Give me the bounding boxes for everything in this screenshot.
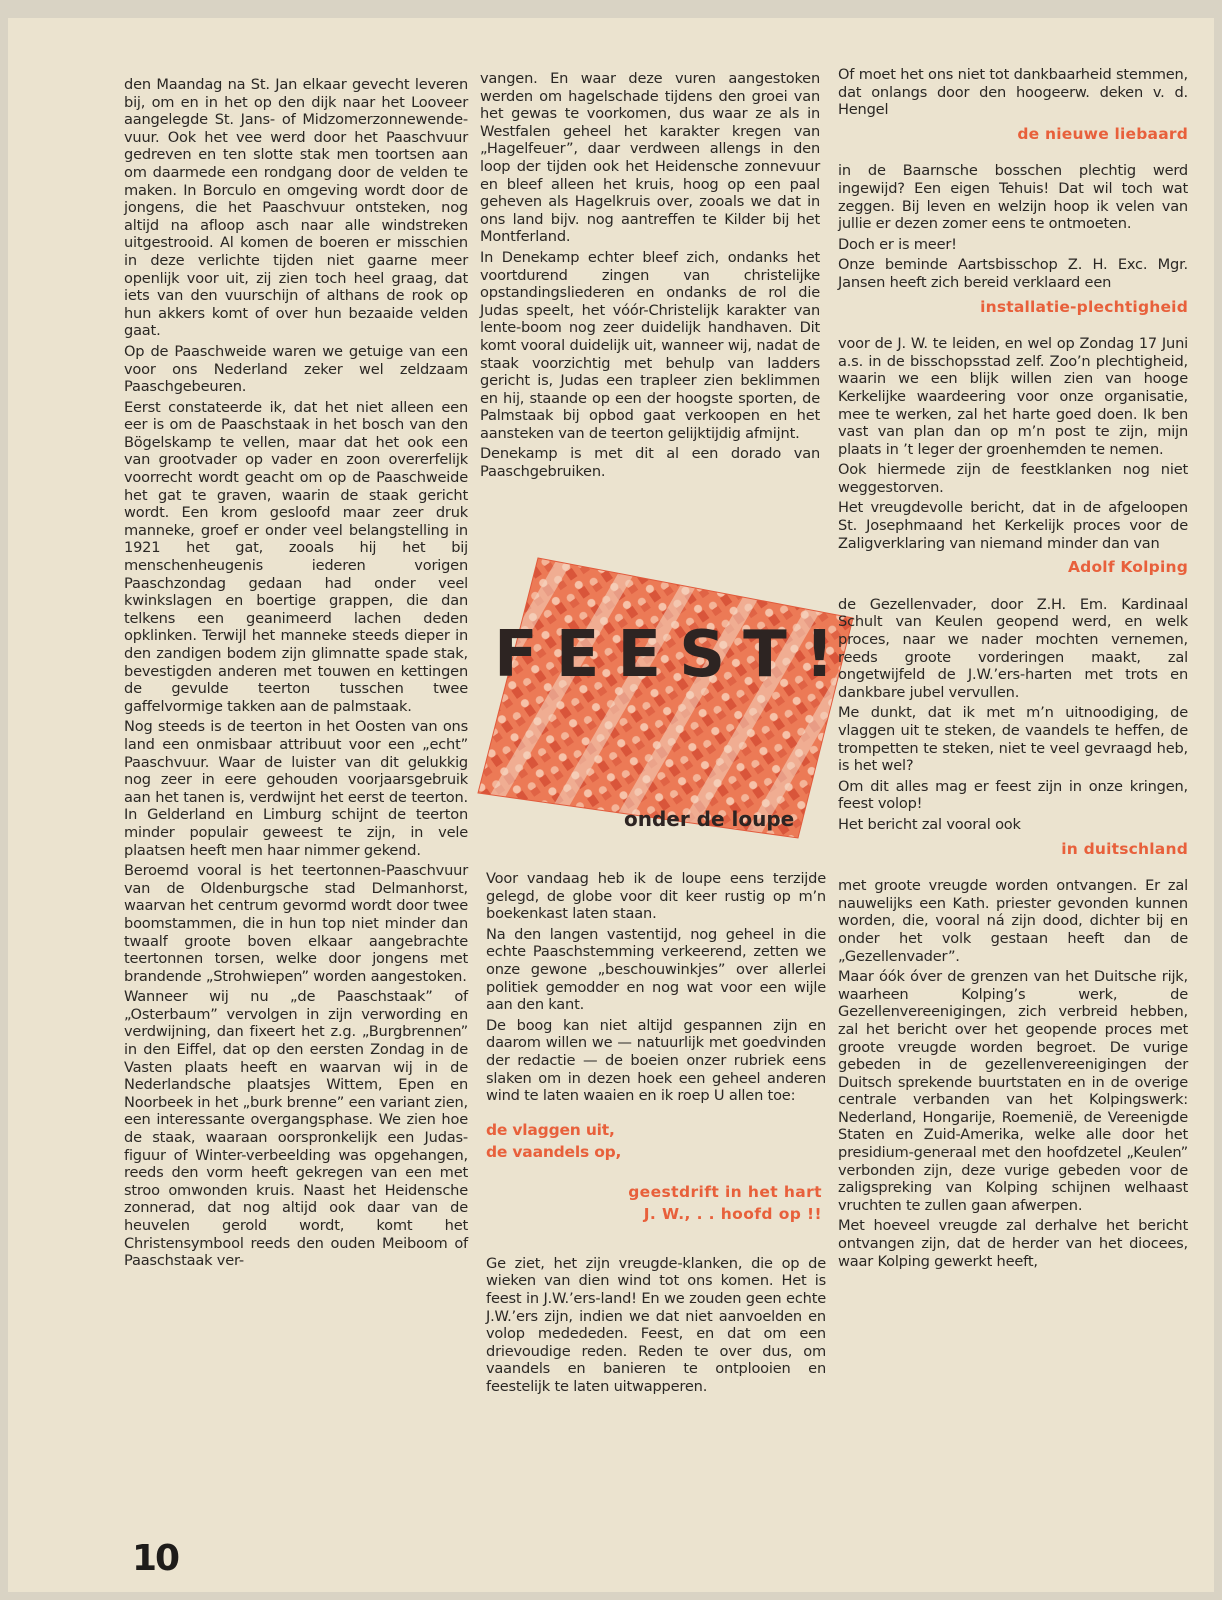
feature-subtitle: onder de loupe <box>624 807 795 831</box>
column-1 <box>124 76 468 1273</box>
paragraph: Voor vandaag heb ik de loupe eens terzijde gelegd, de globe voor dit keer rustig op m’n boekenkast laten staan. <box>486 870 826 923</box>
paragraph: Het vreugdevolle bericht, dat in de afgeloopen St. Josephmaand het Kerkelijk proces voor de Zaligverklaring van niemand minder dan van <box>838 499 1188 552</box>
paragraph: Onze beminde Aartsbisschop Z. H. Exc. Mgr. Jansen heeft zich bereid verklaard een <box>838 256 1188 291</box>
paragraph: Me dunkt, dat ik met m’n uitnoodiging, de vlaggen uit te steken, de vaandels te heffen, de trompetten te steken, niet te veel gevraagd heb, is het wel? <box>838 704 1188 775</box>
feature-title: F E E S T ! <box>494 618 834 692</box>
page-number: 10 <box>132 1538 179 1579</box>
paragraph: Beroemd vooral is het teertonnen-Paaschvuur van de Oldenburgsche stad Delmanhorst, waarvan het centrum gevormd wordt door twee boomstammen, die in hun top niet minder dan twaalf groote boven elkaar aangebrachte teertonnen torsen, welke door jongens met brandende „Strohwiepen” worden aangestoken. <box>124 862 468 985</box>
paragraph: Ook hiermede zijn de feestklanken nog niet weggestorven. <box>838 461 1188 496</box>
subheading: Adolf Kolping <box>1067 558 1188 577</box>
paragraph: De boog kan niet altijd gespannen zijn en daarom willen we — natuurlijk met goedvinden der redactie — de boeien onzer rubriek eens slaken om in dezen hoek een geheel anderen wind te laten waaien en ik roep U allen toe: <box>486 1016 826 1105</box>
paragraph: Of moet het ons niet tot dankbaarheid stemmen, dat onlangs door den hoogeerw. deken v. d. Hengel <box>838 66 1188 119</box>
slogan-heads-up <box>486 1181 822 1225</box>
column-3 <box>838 66 1188 1273</box>
paragraph: in de Baarnsche bosschen plechtig werd ingewijd? Een eigen Tehuis! Dat wil toch wat zeggen. Bij leven en welzijn hoop ik velen van jullie er dezen zomer eens te ontmoeten. <box>838 162 1188 233</box>
paragraph: Na den langen vastentijd, nog geheel in die echte Paaschstemming verkeerend, zetten we onze gewone „beschouwinkjes” over allerlei politiek gemodder en nog wat voor een wijle aan den kant. <box>486 925 826 1014</box>
paragraph: Maar óók óver de grenzen van het Duitsche rijk, waarheen Kolping’s werk, de Gezellenvereenigingen, zich verbreid hebben, zal het bericht over het geopende proces met groote vreugde worden begroet. De vurige gebeden in de gezellenvereenigingen der Duitsch sprekende buurtstaten en in de overige centrale verbanden van het Kolpingswerk: Nederland, Hongarije, Roemenië, de Vereenigde Staten en Zuid-Amerika, welke alle door het presidium-generaal met den hoofdzetel „Keulen” verbonden zijn, deze vurige gebeden voor de zaligspreking van Kolping schijnen welhaast vruchten te zullen gaan afwerpen. <box>838 968 1188 1214</box>
feature-artwork <box>448 508 888 888</box>
slogan-line: de vlaggen uit, <box>486 1120 615 1139</box>
paragraph: vangen. En waar deze vuren aangestoken werden om hagelschade tijdens den groei van het gewas te voorkomen, dus waar ze als in Westfalen geheel het karakter kregen van „Hagelfeuer”, daar verdween allengs in den loop der tijden ook het Heidensche zonnevuur en bleef alleen het kruis, hoog op een paal geheven als Hagelkruis over, zooals we dat in ons land bijv. nog aantreffen te Kilder bij het Montferland. <box>480 70 820 246</box>
paragraph: Met hoeveel vreugde zal derhalve het bericht ontvangen zijn, dat de herder van het diocees, waar Kolping gewerkt heeft, <box>838 1217 1188 1270</box>
paragraph: Ge ziet, het zijn vreugde-klanken, die op de wieken van dien wind tot ons komen. Het is feest in J.W.’ers-land! En we zouden geen echte J.W.’ers zijn, indien we dat niet aanvoelden en volop medededen. Feest, en dat om een drievoudige reden. Reden te over dus, om vaandels en banieren te ontplooien en feestelijk te laten uitwapperen. <box>486 1254 826 1395</box>
paragraph: voor de J. W. te leiden, en wel op Zondag 17 Juni a.s. in de bisschopsstad zelf. Zoo’n plechtigheid, waarin we een blijk willen zien van hooge Kerkelijke waardeering voor onze organisatie, mee te werken, zal het harte goed doen. Ik ben vast van plan dan op m’n post te zijn, mijn plaats in ’t leger der groenhemden te nemen. <box>838 335 1188 458</box>
slogan-line: de vaandels op, <box>486 1142 622 1161</box>
paragraph: In Denekamp echter bleef zich, ondanks het voortdurend zingen van christelijke opstandingsliederen en ondanks de rol die Judas speelt, het vóór-Christelijk karakter van lente-boom nog zeer duidelijk handhaven. Dit komt vooral duidelijk uit, wanneer wij, nadat de staak voorzichtig met behulp van ladders gericht is, Judas een trapleer zien beklimmen en hij, staande op een der hoogste sporten, de Palmstaak bij opbod gaat verkoopen en het aansteken van de teerton gelijktijdig afmijnt. <box>480 248 820 442</box>
paragraph: Het bericht zal vooral ook <box>838 815 1021 833</box>
paragraph: Eerst constateerde ik, dat het niet alleen een eer is om de Paaschstaak in het bosch van den Bögelskamp te vellen, maar dat het ook een van grootvader op vader en zoon overerfelijk voorrecht wordt geacht om op de Paaschweide het gat te graven, waarin de staak gericht wordt. Een krom gesloofd maar zeer druk manneke, groef er onder veel belangstelling in 1921 het gat, zooals hij het bij menschenheugenis iederen vorigen Paaschzondag gedaan had onder veel kwinkslagen en boertige grappen, die dan telkens een geanimeerd lachen deden opklinken. Terwijl het manneke steeds dieper in den zandigen bodem zijn glimnatte spade stak, bevestigden anderen met touwen en kettingen de gevulde teerton tusschen twee gaffelvormige takken aan de palmstaak. <box>124 398 468 715</box>
slogan-flags <box>486 1119 826 1163</box>
crowd-photo <box>478 558 853 838</box>
subheading: de nieuwe liebaard <box>1017 124 1188 143</box>
slogan-line: J. W., . . hoofd op !! <box>643 1204 822 1223</box>
paragraph: Denekamp is met dit al een dorado van Paaschgebruiken. <box>480 445 820 481</box>
paragraph: Wanneer wij nu „de Paaschstaak” of „Osterbaum” vervolgen in zijn verwording en verdwijning, dan fixeert het z.g. „Burgbrennen” in den Eiffel, dat op den eersten Zondag in de Vasten plaats heeft en waarvan wij in de Nederlandsche plaatsjes Wittem, Epen en Noorbeek in het „burk brenne” een variant zien, een interessante overgangsphase. We zien hoe de staak, waaraan oorspronkelijk een Judas-figuur of Winter-verbeelding was opgehangen, reeds den vorm heeft gekregen van een met stroo omwonden kruis. Naast het Heidensche zonnerad, dat nog altijd ook daar van de heuvelen gerold wordt, komt het Christensymbool reeds den ouden Meiboom of Paaschstaak ver- <box>124 988 468 1270</box>
paragraph: de Gezellenvader, door Z.H. Em. Kardinaal Schult van Keulen geopend werd, en welk proces, naar we nader mochten vernemen, reeds groote vorderingen maakt, zal ongetwijfeld de J.W.’ers-harten met trots en dankbare jubel vervullen. <box>838 595 1188 701</box>
magazine-page <box>8 18 1214 1592</box>
column-2-bottom <box>486 870 826 1398</box>
slogan-line: geestdrift in het hart <box>628 1182 822 1201</box>
subheading: in duitschland <box>1061 839 1188 858</box>
paragraph: Op de Paaschweide waren we getuige van een voor ons Nederland zeker wel zeldzaam Paaschgebeuren. <box>124 342 468 396</box>
paragraph: Nog steeds is de teerton in het Oosten van ons land een onmisbaar attribuut voor een „echt” Paaschvuur. Waar de luister van dit gelukkig nog zeer in eere gehouden voorjaarsgebruik aan het tanen is, verdwijnt het eerst de teerton. In Gelderland en Limburg schijnt de teerton minder populair geweest te zijn, in vele plaatsen heeft men haar nimmer gekend. <box>124 718 468 859</box>
paragraph: Doch er is meer! <box>838 235 957 253</box>
paragraph: den Maandag na St. Jan elkaar gevecht leveren bij, om en in het op den dijk naar het Looveer aangelegde St. Jans- of Midzomerzonnewende-vuur. Ook het vee werd door het Paaschvuur gedreven en ten slotte stak men toortsen aan om daarmede een rondgang door de velden te maken. In Borculo en omgeving wordt door de jongens, die het Paaschvuur ontsteken, nog altijd na afloop asch naar alle windstreken uitgestrooid. Al komen de boeren er misschien in deze verlichte tijden niet gaarne meer openlijk voor uit, zij zien toch heel graag, dat iets van den vuurschijn of althans de rook op hun akkers komt of over hun bezaaide velden gaat. <box>124 76 468 340</box>
paragraph: met groote vreugde worden ontvangen. Er zal nauwelijks een Kath. priester gevonden kunnen worden, die, vooral ná zijn dood, dichter bij en onder het volk gestaan heeft dan de „Gezellenvader”. <box>838 877 1188 965</box>
subheading: installatie-plechtigheid <box>980 297 1188 316</box>
column-2-top <box>480 70 820 484</box>
paragraph: Om dit alles mag er feest zijn in onze kringen, feest volop! <box>838 777 1188 813</box>
